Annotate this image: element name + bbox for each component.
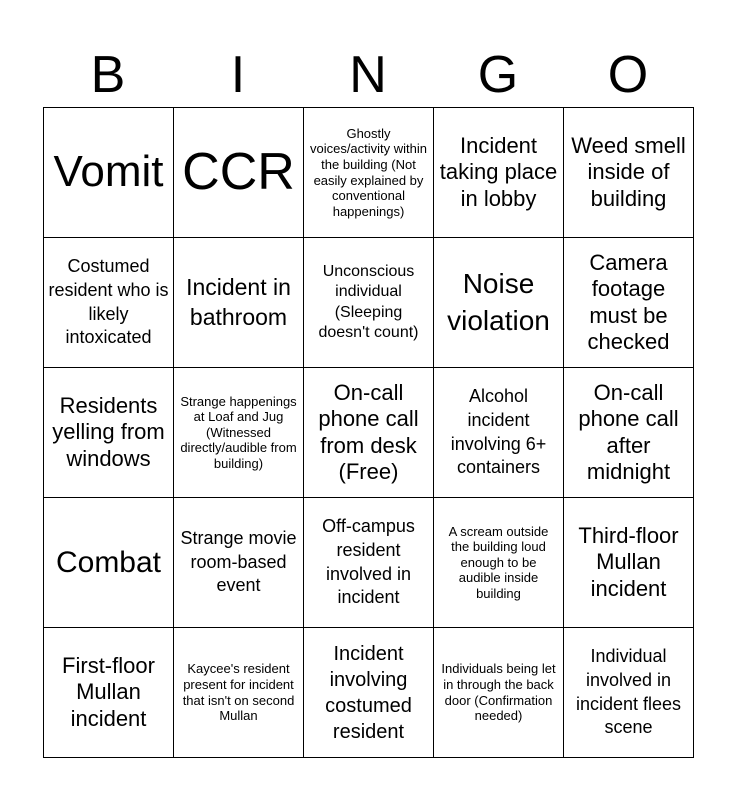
bingo-cell[interactable]: Vomit [44, 108, 174, 238]
board-row [44, 238, 694, 368]
header-letter-o: O [607, 46, 649, 104]
bingo-cell[interactable]: Noise violation [434, 238, 564, 368]
bingo-cell[interactable]: A scream outside the building loud enough to be audible inside building [434, 498, 564, 628]
board-row [44, 368, 694, 498]
bingo-cell[interactable]: Kaycee's resident present for incident that isn't on second Mullan [174, 628, 304, 758]
board-row [44, 628, 694, 758]
bingo-cell[interactable]: Ghostly voices/activity within the building (Not easily explained by conventional happenings) [304, 108, 434, 238]
bingo-cell[interactable]: Residents yelling from windows [44, 368, 174, 498]
bingo-board [43, 107, 694, 758]
bingo-cell[interactable]: Individuals being let in through the back door (Confirmation needed) [434, 628, 564, 758]
bingo-cell[interactable]: CCR [174, 108, 304, 238]
bingo-cell[interactable]: Costumed resident who is likely intoxicated [44, 238, 174, 368]
bingo-cell[interactable]: Incident taking place in lobby [434, 108, 564, 238]
bingo-cell[interactable]: Strange happenings at Loaf and Jug (Witnessed directly/audible from building) [174, 368, 304, 498]
bingo-cell[interactable]: On-call phone call from desk (Free) [304, 368, 434, 498]
bingo-cell[interactable]: Incident in bathroom [174, 238, 304, 368]
bingo-cell[interactable]: Incident involving costumed resident [304, 628, 434, 758]
bingo-header [43, 44, 693, 106]
bingo-cell[interactable]: Strange movie room-based event [174, 498, 304, 628]
bingo-cell[interactable]: Combat [44, 498, 174, 628]
bingo-cell[interactable]: Individual involved in incident flees scene [564, 628, 694, 758]
bingo-cell[interactable]: Alcohol incident involving 6+ containers [434, 368, 564, 498]
board-row [44, 498, 694, 628]
bingo-cell[interactable]: Third-floor Mullan incident [564, 498, 694, 628]
bingo-cell[interactable]: On-call phone call after midnight [564, 368, 694, 498]
board-row [44, 108, 694, 238]
header-letter-i: I [230, 46, 246, 104]
bingo-cell[interactable]: Weed smell inside of building [564, 108, 694, 238]
bingo-cell[interactable]: First-floor Mullan incident [44, 628, 174, 758]
bingo-cell[interactable]: Camera footage must be checked [564, 238, 694, 368]
header-letter-g: G [477, 46, 519, 104]
header-letter-b: B [90, 46, 126, 104]
bingo-cell[interactable]: Unconscious individual (Sleeping doesn't count) [304, 238, 434, 368]
header-letter-n: N [349, 46, 387, 104]
bingo-cell[interactable]: Off-campus resident involved in incident [304, 498, 434, 628]
